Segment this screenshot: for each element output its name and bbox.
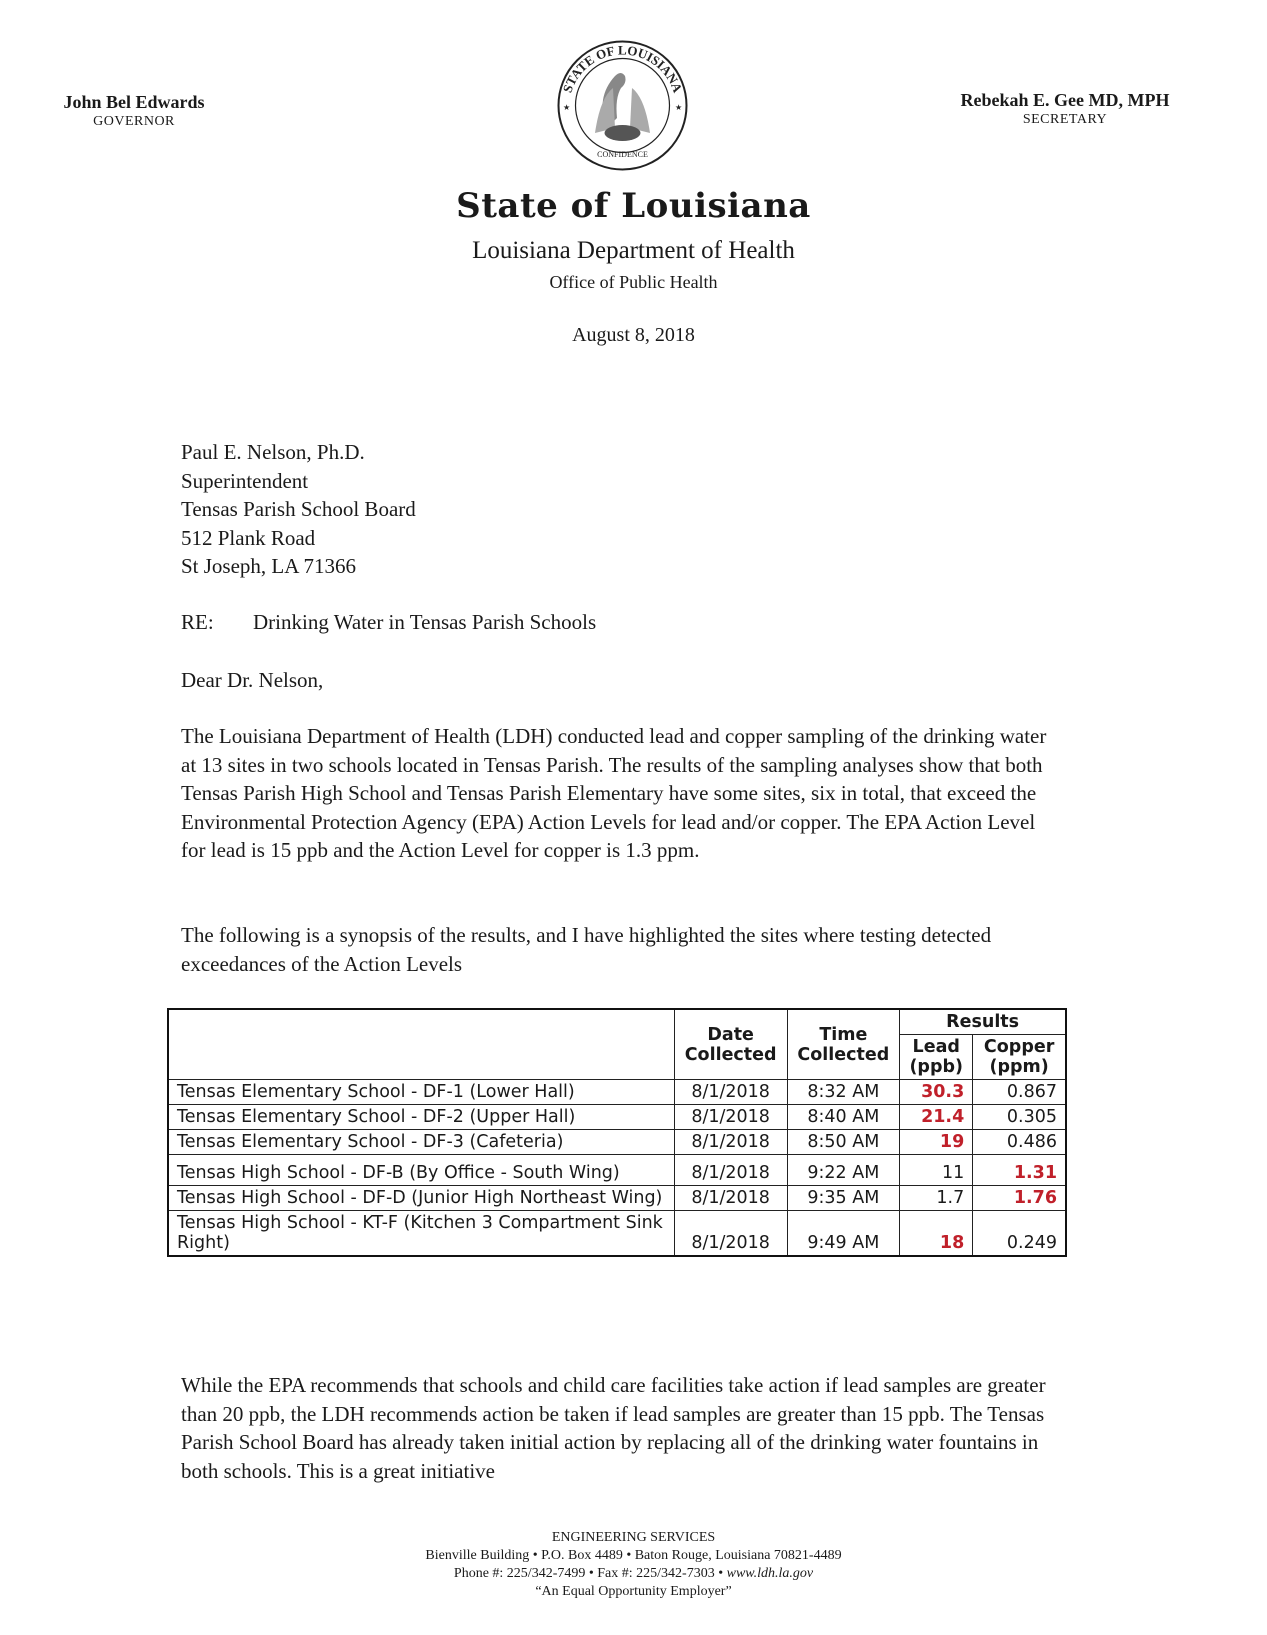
letter-footer <box>0 1529 1267 1601</box>
salutation: Dear Dr. Nelson, <box>181 668 324 692</box>
site-cell: Tensas Elementary School - DF-2 (Upper Hall) <box>168 1105 674 1130</box>
lead-header: Lead (ppb) <box>900 1035 973 1080</box>
site-cell: Tensas Elementary School - DF-3 (Cafeteria) <box>168 1130 674 1155</box>
results-header: Results <box>900 1009 1066 1035</box>
body-paragraph-intro: The Louisiana Department of Health (LDH) conducted lead and copper sampling of the drinking water at 13 sites in two schools located in Tensas Parish. The results of the sampling analyses show that both Tensas Parish High School and Tensas Parish Elementary have some sites, six in total, that exceed the Environmental Protection Agency (EPA) Action Levels for lead and/or copper. The EPA Action Level for lead is 15 ppb and the Action Level for copper is 1.3 ppm. <box>181 724 1047 862</box>
lead-cell: 30.3 <box>900 1080 973 1105</box>
subject-line <box>181 610 596 635</box>
date-cell: 8/1/2018 <box>674 1155 787 1186</box>
body-paragraph-synopsis: The following is a synopsis of the results, and I have highlighted the sites where testing detected exceedances of the Action Levels <box>181 923 992 976</box>
date-cell: 8/1/2018 <box>674 1211 787 1257</box>
recipient-line: Superintendent <box>181 468 309 493</box>
date-cell: 8/1/2018 <box>674 1080 787 1105</box>
time-cell: 8:50 AM <box>787 1130 900 1155</box>
recipient-line: Tensas Parish School Board <box>181 497 416 521</box>
table-row <box>168 1155 1066 1186</box>
state-title: State of Louisiana <box>456 186 811 226</box>
body-paragraph-recommendation: While the EPA recommends that schools and child care facilities take action if lead samples are greater than 20 ppb, the LDH recommends action be taken if lead samples are greater than 15 ppb. The Tensas Parish School Board has already taken initial action by replacing all of the drinking water fountains in both schools. This is a great initiative <box>181 1373 1046 1483</box>
site-cell: Tensas High School - KT-F (Kitchen 3 Compartment Sink Right) <box>168 1211 674 1257</box>
time-header: Time Collected <box>787 1009 900 1080</box>
copper-header: Copper (ppm) <box>973 1035 1066 1080</box>
time-cell: 8:32 AM <box>787 1080 900 1105</box>
footer-address: Bienville Building • P.O. Box 4489 • Baton Rouge, Louisiana 70821-4489 <box>425 1548 842 1563</box>
footer-phone-fax: Phone #: 225/342-7499 • Fax #: 225/342-7303 • <box>453 1566 727 1581</box>
table-row <box>168 1186 1066 1211</box>
subject-text: Drinking Water in Tensas Parish Schools <box>253 610 597 634</box>
site-cell: Tensas High School - DF-B (By Office - South Wing) <box>168 1155 674 1186</box>
letter-date: August 8, 2018 <box>572 324 695 346</box>
secretary-name: Rebekah E. Gee MD, MPH <box>960 90 1170 110</box>
office-name: Office of Public Health <box>549 272 718 292</box>
copper-cell: 1.76 <box>973 1186 1066 1211</box>
lead-cell: 21.4 <box>900 1105 973 1130</box>
secretary-block <box>930 90 1200 128</box>
svg-text:STATE OF LOUISIANA: STATE OF LOUISIANA <box>559 42 686 95</box>
subject-label: RE: <box>181 610 214 634</box>
footer-contact <box>0 1565 1267 1583</box>
site-header <box>168 1009 674 1080</box>
governor-name: John Bel Edwards <box>63 92 205 112</box>
department-name: Louisiana Department of Health <box>472 237 795 264</box>
recipient-address <box>181 438 416 581</box>
time-cell: 9:35 AM <box>787 1186 900 1211</box>
footer-tagline: “An Equal Opportunity Employer” <box>535 1584 732 1599</box>
time-cell: 9:49 AM <box>787 1211 900 1257</box>
table-row <box>168 1211 1066 1257</box>
site-cell: Tensas High School - DF-D (Junior High Northeast Wing) <box>168 1186 674 1211</box>
table-row <box>168 1130 1066 1155</box>
copper-cell: 0.249 <box>973 1211 1066 1257</box>
svg-text:★: ★ <box>675 103 683 112</box>
footer-website-link[interactable]: www.ldh.la.gov <box>726 1566 814 1581</box>
time-cell: 9:22 AM <box>787 1155 900 1186</box>
recipient-line: Paul E. Nelson, Ph.D. <box>181 440 365 464</box>
table-row <box>168 1105 1066 1130</box>
recipient-line: St Joseph, LA 71366 <box>181 554 357 578</box>
date-cell: 8/1/2018 <box>674 1105 787 1130</box>
svg-text:CONFIDENCE: CONFIDENCE <box>597 150 648 159</box>
lead-cell: 19 <box>900 1130 973 1155</box>
governor-block <box>44 92 224 130</box>
copper-cell: 0.486 <box>973 1130 1066 1155</box>
state-seal-icon <box>555 38 690 173</box>
recipient-line: 512 Plank Road <box>181 525 316 550</box>
secretary-title: SECRETARY <box>1022 112 1108 127</box>
copper-cell: 0.305 <box>973 1105 1066 1130</box>
results-table <box>167 1008 1067 1257</box>
date-header: Date Collected <box>674 1009 787 1080</box>
governor-title: GOVERNOR <box>93 114 175 129</box>
date-cell: 8/1/2018 <box>674 1130 787 1155</box>
svg-text:★: ★ <box>563 103 571 112</box>
lead-cell: 1.7 <box>900 1186 973 1211</box>
copper-cell: 1.31 <box>973 1155 1066 1186</box>
copper-cell: 0.867 <box>973 1080 1066 1105</box>
time-cell: 8:40 AM <box>787 1105 900 1130</box>
site-cell: Tensas Elementary School - DF-1 (Lower Hall) <box>168 1080 674 1105</box>
lead-cell: 18 <box>900 1211 973 1257</box>
lead-cell: 11 <box>900 1155 973 1186</box>
date-cell: 8/1/2018 <box>674 1186 787 1211</box>
footer-unit: ENGINEERING SERVICES <box>551 1530 716 1545</box>
table-row <box>168 1080 1066 1105</box>
